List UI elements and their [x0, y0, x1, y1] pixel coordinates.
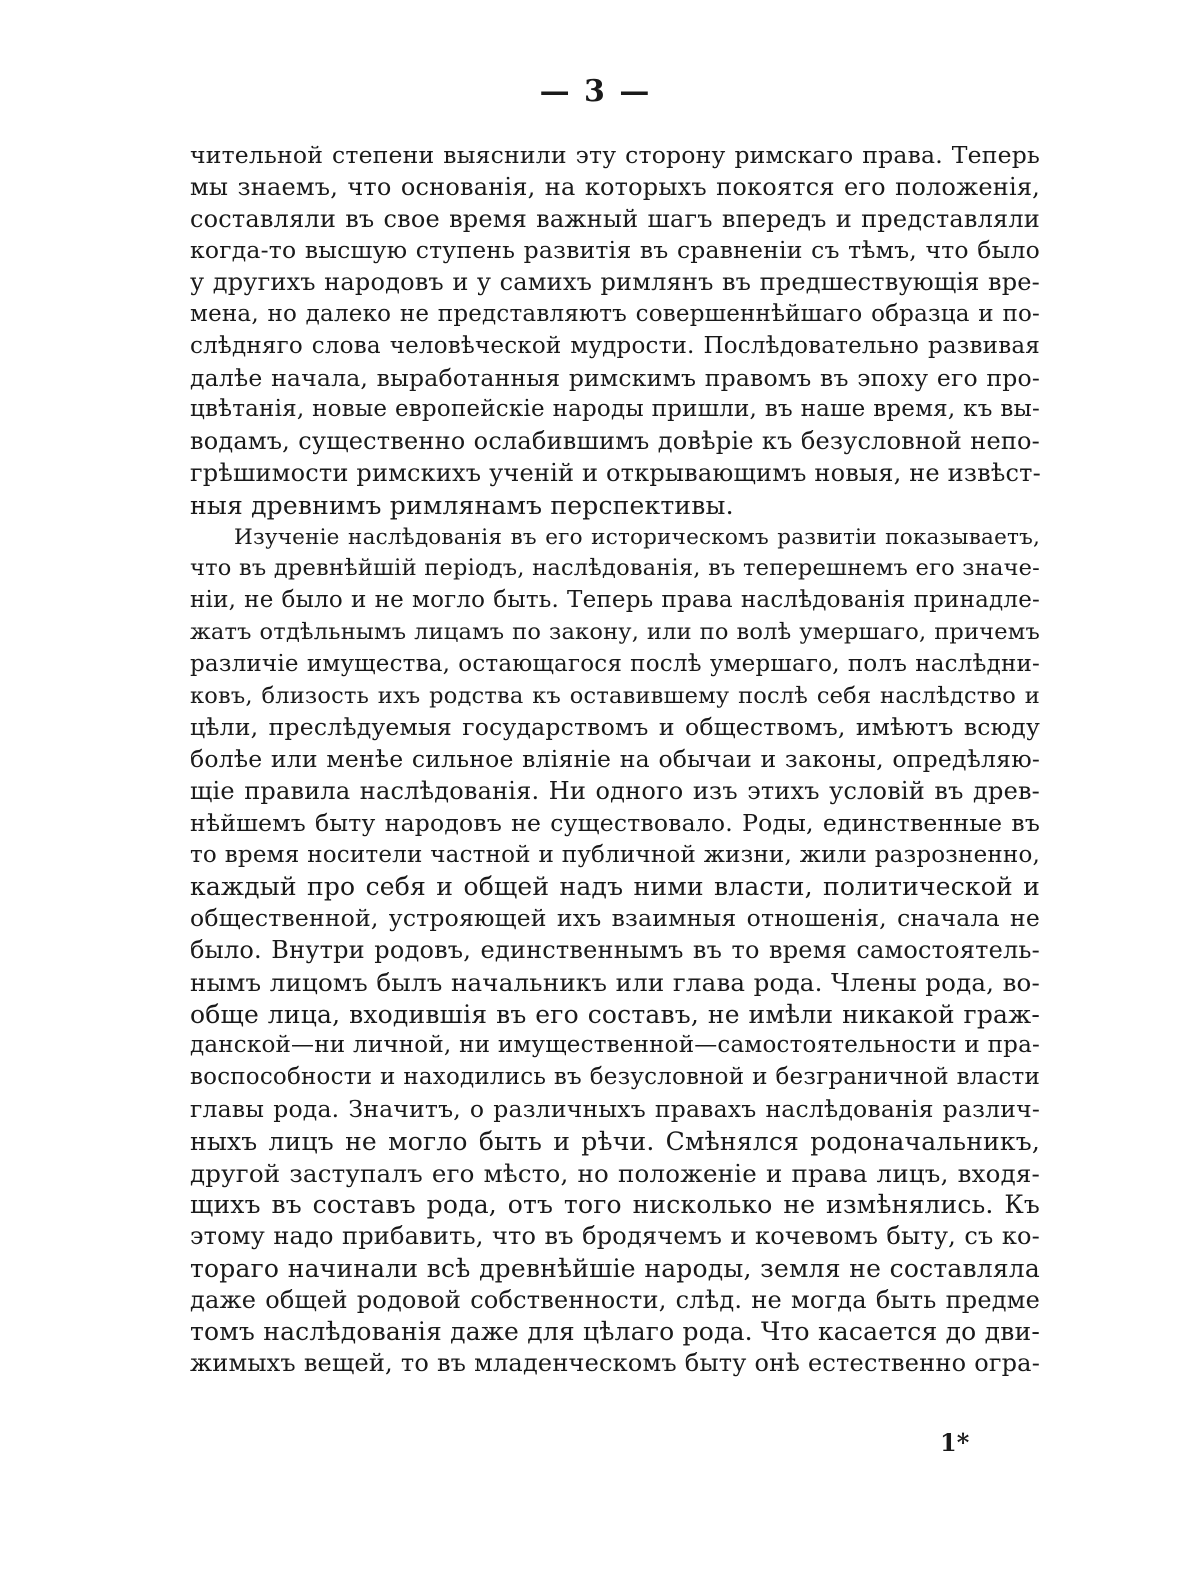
- text-line: другой заступалъ его мѣсто, но положеніе и права лицъ, входя-: [190, 1158, 1040, 1188]
- text-line: когда-то высшую ступень развитія въ сравненіи съ тѣмъ, что было: [190, 236, 1040, 265]
- text-line: тораго начинали всѣ древнѣйшіе народы, земля не составляла: [190, 1253, 1040, 1283]
- text-line: водамъ, существенно ослабившимъ довѣріе къ безусловной непо-: [190, 427, 1040, 456]
- page-number: — 3 —: [539, 74, 652, 109]
- text-line: главы рода. Значитъ, о различныхъ правахъ наслѣдованія различ-: [190, 1094, 1040, 1123]
- text-line: Изученіе наслѣдованія въ его историческомъ развитіи показываетъ,: [234, 524, 1040, 550]
- text-line: болѣе или менѣе сильное вліяніе на обычаи и законы, опредѣляю-: [190, 745, 1040, 774]
- text-line: томъ наслѣдованія даже для цѣлаго рода. Что касается до дви-: [190, 1317, 1040, 1347]
- text-line: воспособности и находились въ безусловной и безграничной власти: [190, 1064, 1040, 1091]
- text-line: цвѣтанія, новые европейскіе народы пришли, въ наше время, къ вы-: [190, 396, 1040, 423]
- text-line: обще лица, входившія въ его составъ, не имѣли никакой граж-: [190, 999, 1040, 1029]
- text-line: чительной степени выяснили эту сторону римскаго права. Теперь: [190, 141, 1040, 169]
- text-line: даже общей родовой собственности, слѣд. не могда быть предме: [190, 1285, 1040, 1314]
- text-line: различіе имущества, остающагося послѣ умершаго, полъ наслѣдни-: [190, 650, 1040, 677]
- text-line: ніи, не было и не могло быть. Теперь права наслѣдованія принадле-: [190, 587, 1040, 614]
- text-line: этому надо прибавить, что въ бродячемъ и кочевомъ быту, съ ко-: [190, 1222, 1040, 1251]
- text-line: у другихъ народовъ и у самихъ римлянъ въ предшествующія вре-: [190, 268, 1040, 297]
- text-line: то время носители частной и публичной жизни, жили разрозненно,: [190, 841, 1040, 868]
- text-line: мы знаемъ, что основанія, на которыхъ покоятся его положенія,: [190, 172, 1040, 201]
- text-line: далѣе начала, выработанныя римскимъ правомъ въ эпоху его про-: [190, 363, 1040, 392]
- text-line: ковъ, близость ихъ родства къ оставившему послѣ себя наслѣдство и: [190, 682, 1040, 709]
- text-line: ныя древнимъ римлянамъ перспективы.: [190, 490, 734, 520]
- text-line: жимыхъ вещей, то въ младенческомъ быту онѣ естественно огра-: [190, 1349, 1040, 1378]
- text-line: каждый про себя и общей надъ ними власти, политической и: [190, 872, 1040, 902]
- text-line: грѣшимости римскихъ ученій и открывающимъ новыя, не извѣст-: [190, 458, 1041, 487]
- text-line: ныхъ лицъ не могло быть и рѣчи. Смѣнялся родоначальникъ,: [190, 1126, 1040, 1156]
- text-line: щихъ въ составъ рода, отъ того нисколько не измѣнялись. Къ: [190, 1190, 1040, 1220]
- text-line: нѣйшемъ быту народовъ не существовало. Роды, единственные въ: [190, 808, 1040, 837]
- body-text: [190, 140, 1040, 1380]
- text-line: данской—ни личной, ни имущественной—самостоятельности и пра-: [190, 1032, 1040, 1059]
- text-line: было. Внутри родовъ, единственнымъ въ то время самостоятель-: [190, 935, 1040, 964]
- text-line: щіе правила наслѣдованія. Ни одного изъ этихъ условій въ древ-: [190, 776, 1040, 805]
- signature-mark: 1*: [940, 1428, 970, 1457]
- text-line: нымъ лицомъ былъ начальникъ или глава рода. Члены рода, во-: [190, 967, 1040, 997]
- text-line: общественной, устрояющей ихъ взаимныя отношенія, сначала не: [190, 904, 1040, 933]
- text-line: жатъ отдѣльнымъ лицамъ по закону, или по волѣ умершаго, причемъ: [190, 618, 1040, 645]
- text-line: что въ древнѣйшій періодъ, наслѣдованія, въ теперешнемъ его значе-: [190, 555, 1040, 582]
- text-line: слѣдняго слова человѣческой мудрости. Послѣдовательно развивая: [190, 332, 1040, 359]
- text-line: мена, но далеко не представляютъ совершеннѣйшаго образца и по-: [190, 300, 1040, 327]
- text-line: цѣли, преслѣдуемыя государствомъ и обществомъ, имѣютъ всюду: [190, 713, 1040, 742]
- text-line: составляли въ свое время важный шагъ впередъ и представляли: [190, 204, 1040, 233]
